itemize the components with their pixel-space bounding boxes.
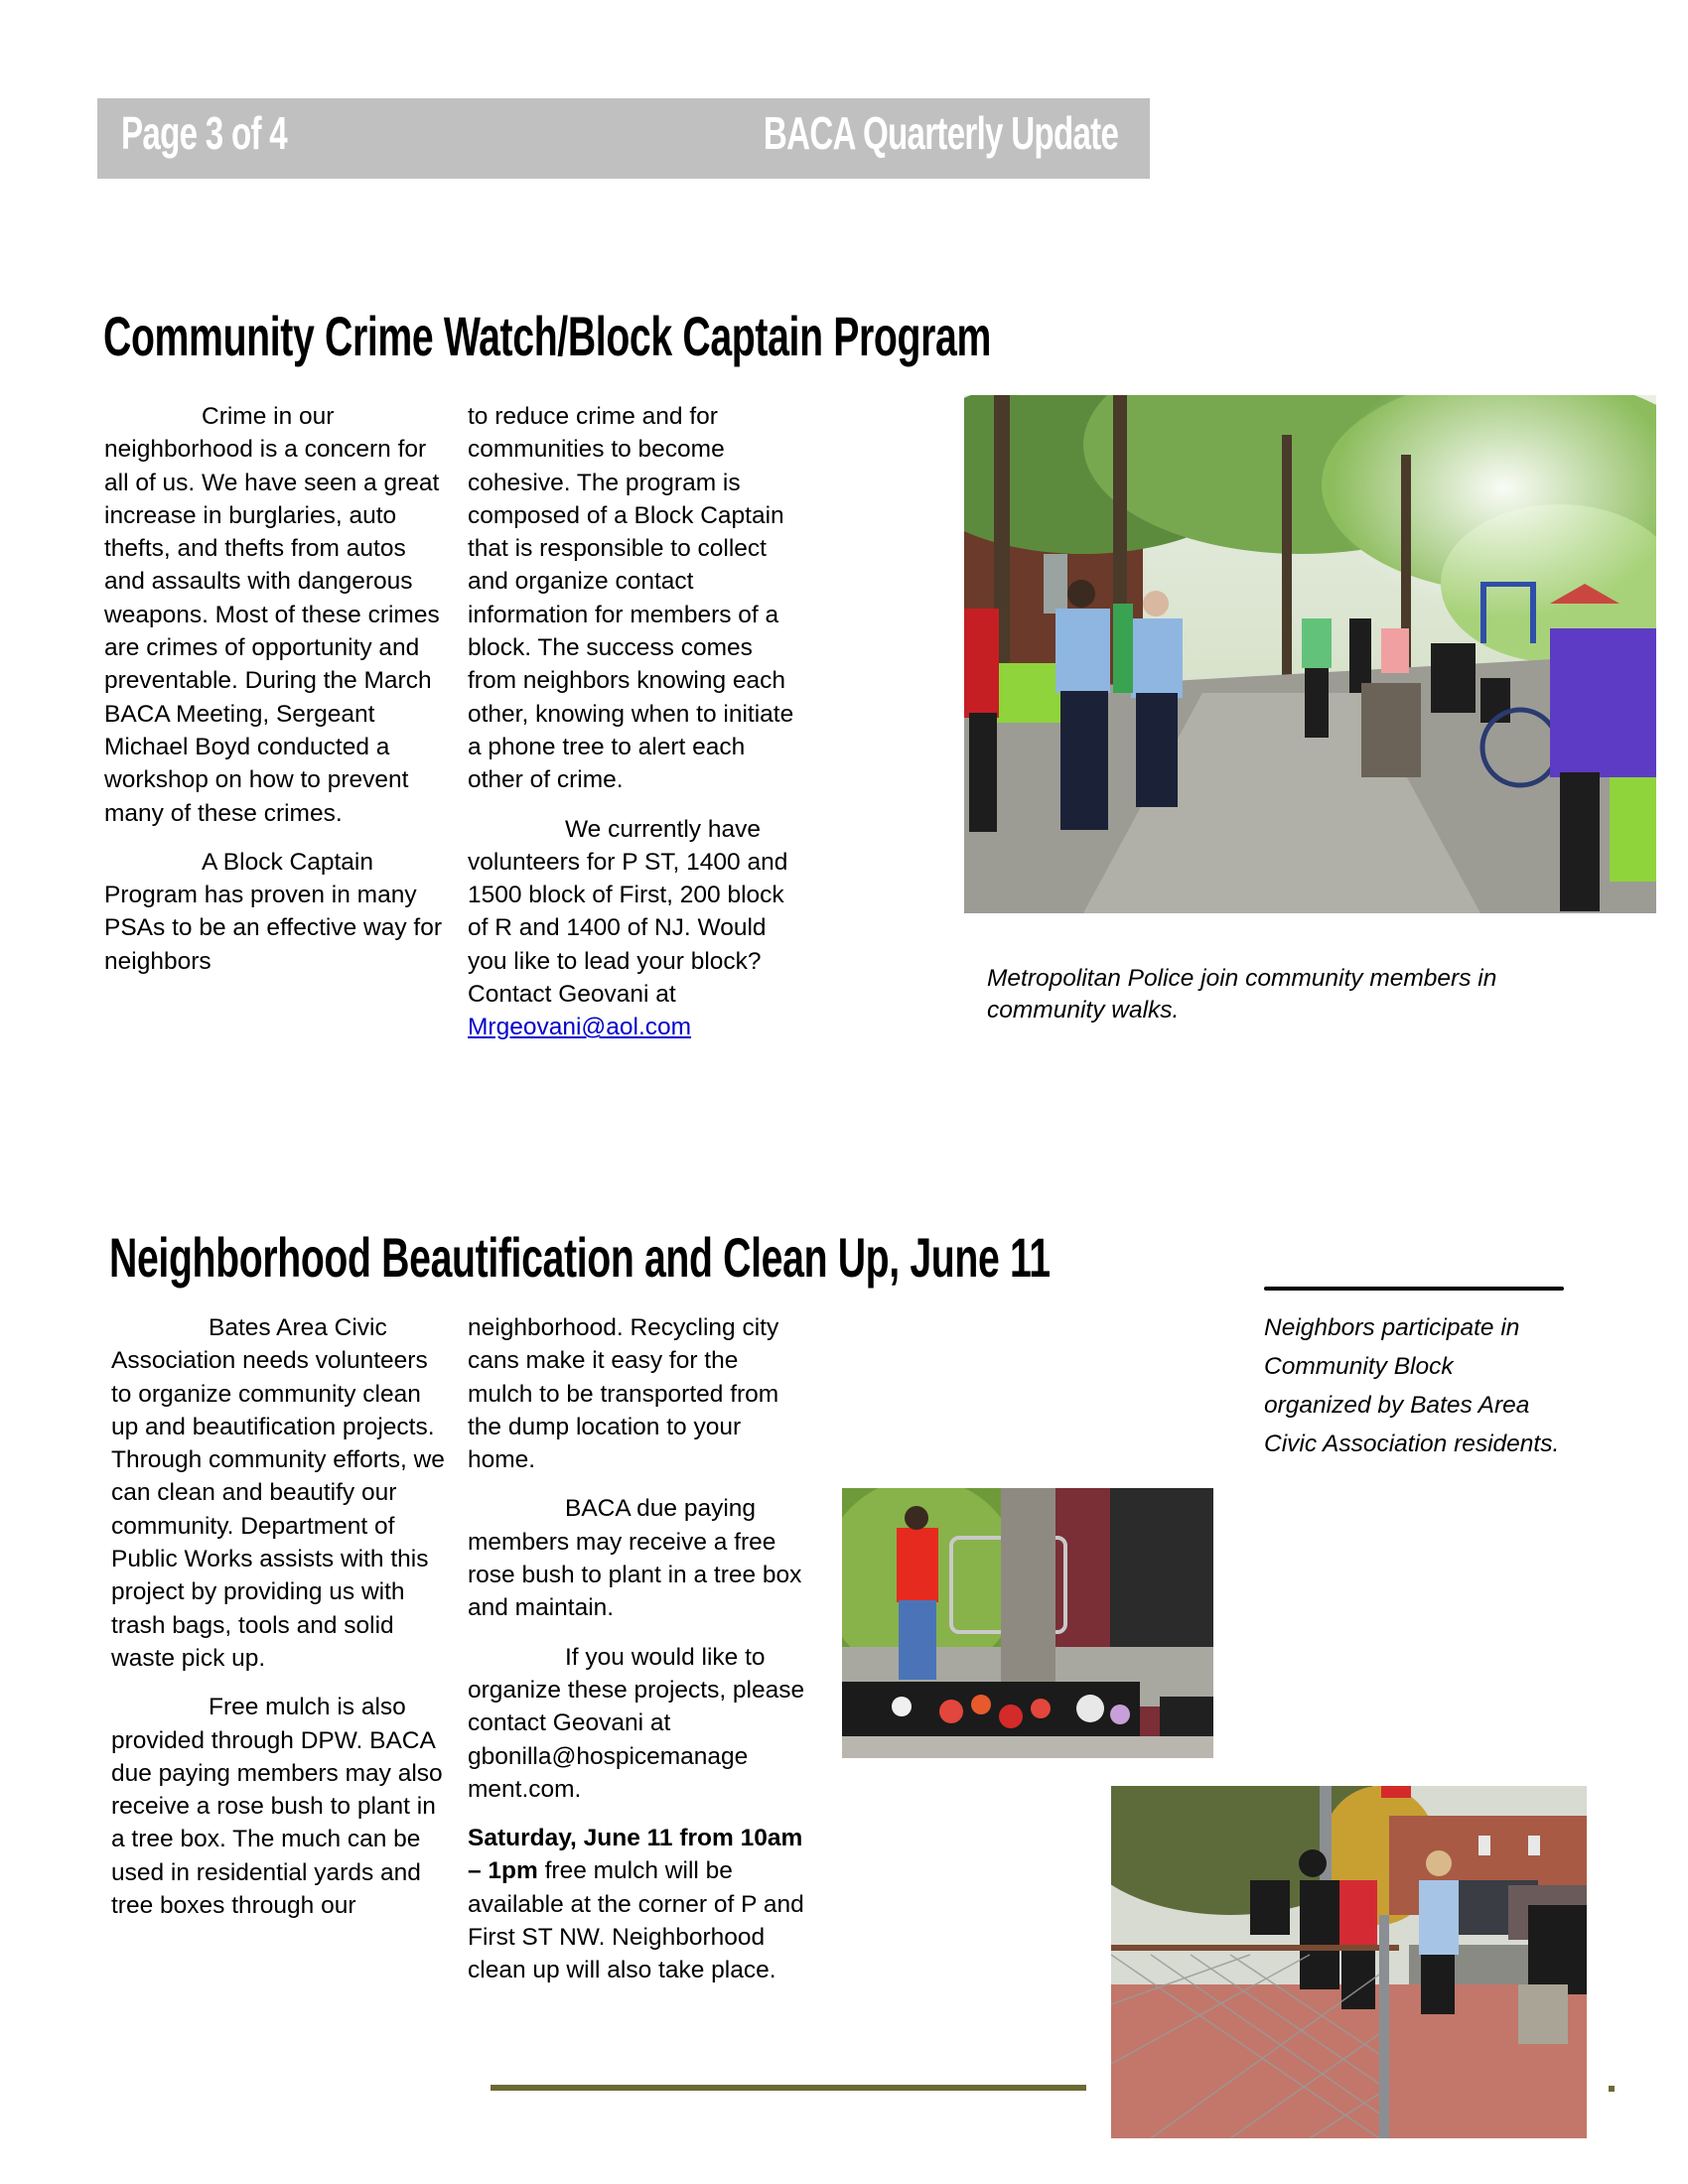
photo-caption-police: Metropolitan Police join community members in community walks. [987, 965, 1497, 1024]
paragraph [104, 846, 442, 978]
paragraph [104, 400, 442, 830]
paragraph-text: neighborhood. Recycling city cans make it easy for the mulch to be transported from the dump location to your home. [468, 1314, 779, 1474]
paragraph [468, 1641, 805, 1806]
page-header-band [97, 98, 1150, 179]
paragraph-text: to reduce crime and for communities to become cohesive. The program is composed of a Block Captain that is responsible to collect and organize contact information for members of a block. The success comes from neighbors knowing each other, knowing when to initiate a phone tree to alert each other of crime. [468, 403, 794, 794]
article-crime-watch-column-1 [104, 400, 442, 994]
photo-tree-box-garden [842, 1488, 1213, 1758]
paragraph [111, 1311, 449, 1675]
paragraph [468, 813, 805, 1044]
event-date-time: Saturday, June 11 from 10am – 1pm [468, 1825, 803, 1885]
article-beautification-title: Neighborhood Beautification and Clean Up, June 11 [109, 1226, 1051, 1289]
paragraph-event [468, 1822, 805, 1986]
paragraph [468, 1311, 805, 1476]
article-beautification-column-2 [468, 1311, 805, 2003]
paragraph-text: Free mulch is also provided through DPW. BACA due paying members may also receive a rose bush to plant in a tree box. The much can be used in residential yards and tree boxes through our [111, 1694, 443, 1920]
paragraph-text: Bates Area Civic Association needs volunteers to organize community clean up and beautification projects. Through community efforts, we can clean and beautify our community. Department of Public Works assists with this project by providing us with trash bags, tools and solid waste pick up. [111, 1314, 445, 1672]
photo-neighbors-at-fence [1111, 1786, 1587, 2138]
article-crime-watch-title: Community Crime Watch/Block Captain Program [103, 305, 991, 367]
publication-title: BACA Quarterly Update [763, 107, 1118, 159]
paragraph [468, 400, 805, 797]
page-number-label: Page 3 of 4 [121, 107, 287, 159]
paragraph [468, 1492, 805, 1624]
email-link-mrgeovani[interactable]: Mrgeovani@aol.com [468, 1014, 692, 1041]
paragraph-text: BACA due paying members may receive a free rose bush to plant in a tree box and maintain. [468, 1495, 802, 1622]
paragraph [111, 1691, 449, 1922]
photo-caption-neighbors: Neighbors participate in Community Block organized by Bates Area Civic Association residents. [1264, 1314, 1560, 1457]
paragraph-text: free mulch will be available at the corner of P and First ST NW. Neighborhood clean up will also take place. [468, 1857, 804, 1984]
caption-divider [1264, 1287, 1564, 1291]
paragraph-text: Crime in our neighborhood is a concern for all of us. We have seen a great increase in burglaries, auto thefts, and thefts from autos and assaults with dangerous weapons. Most of these crimes are crimes of opportunity and preventable. During the March BACA Meeting, Sergeant Michael Boyd conducted a workshop on how to prevent many of these crimes. [104, 403, 440, 827]
photo-police-community-walk [964, 395, 1656, 913]
footer-divider [491, 2085, 1086, 2091]
article-crime-watch-column-2 [468, 400, 805, 1060]
paragraph-text: A Block Captain Program has proven in many PSAs to be an effective way for neighbors [104, 848, 443, 975]
article-beautification-column-1 [111, 1311, 449, 1938]
paragraph-text: If you would like to organize these projects, please contact Geovani at gbonilla@hospicemanage ment.com. [468, 1643, 805, 1803]
footer-divider-end-mark [1609, 2086, 1615, 2092]
paragraph-text: We currently have volunteers for P ST, 1400 and 1500 block of First, 200 block of R and 1400 of NJ. Would you like to lead your block? Contact Geovani at [468, 815, 788, 1009]
